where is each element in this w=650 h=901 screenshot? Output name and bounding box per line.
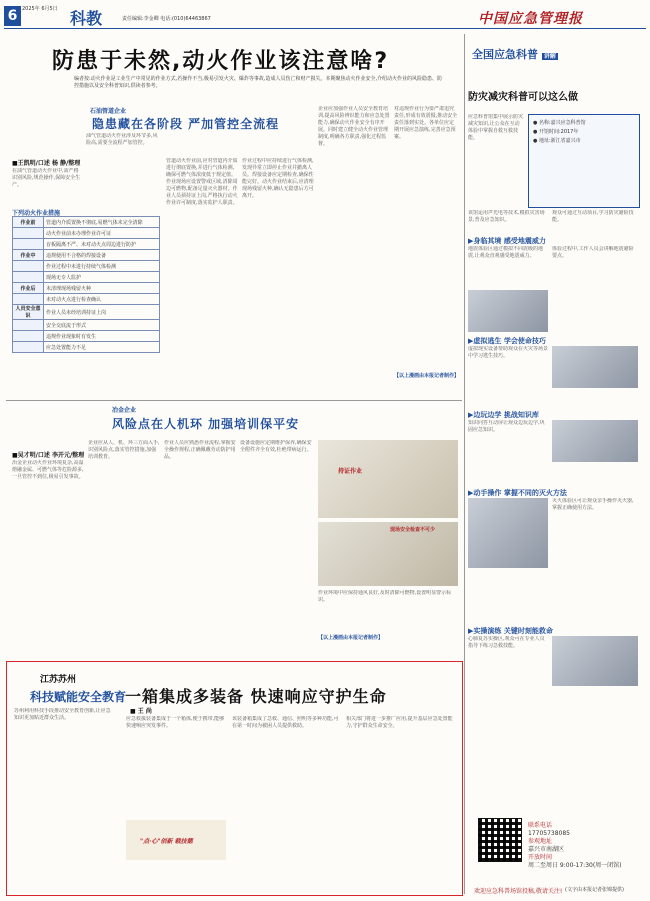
story1-caption: 【以上漫画由本报记者制作】	[394, 373, 460, 379]
bottom-title: 科技赋能安全教育	[30, 690, 127, 704]
lead-headline: 防患于未然,动火作业该注意啥?	[52, 49, 390, 74]
photo-extinguisher	[468, 498, 548, 568]
page-number: 6	[4, 6, 21, 26]
photo-vr	[552, 346, 638, 388]
section-name: 科教	[70, 9, 103, 28]
table-cell-category	[13, 294, 44, 305]
table-cell-category	[13, 239, 44, 250]
story1-text-col0: 在油气管道动火作业中,需严格识别风险,规范操作,保障安全生产。	[12, 168, 81, 188]
sidebar-text-a: 该馆运用声光电等技术,模拟灾害场景,普及应急知识。	[468, 210, 545, 223]
table-row	[13, 217, 160, 228]
sidebar-section-3: ▶边玩边学 挑战知识库	[468, 411, 539, 419]
masthead-logo: 中国应急管理报	[478, 11, 583, 27]
photo-quiz	[552, 420, 638, 462]
story2-text-col1: 冶金企业动火作业环境复杂,高温熔融金属、可燃气体等危险源多,一旦管控不到位,极易引发事故。	[12, 460, 84, 480]
table-cell-category	[13, 261, 44, 272]
table-row	[13, 239, 160, 250]
infobox-item: ● 开馆时间:2017年	[533, 129, 579, 135]
table-cell-text: 安全交底流于形式	[44, 320, 160, 331]
bottom-slogan: "点·心"创新 载技德	[140, 838, 193, 845]
table-cell-text: 违规作业现象时有发生	[44, 331, 160, 342]
table-row	[13, 228, 160, 239]
bottom-headline: 一箱集成多装备 快速响应守护生命	[125, 687, 387, 706]
table-cell-text: 违规使用不合格的焊接设备	[44, 250, 160, 261]
sidebar-section-2: ▶虚拟逃生 学会使命技巧	[468, 337, 546, 345]
sidebar-sec4-text: 灭火体验区可让观众亲手操作灭火器,掌握正确使用方法。	[552, 498, 634, 511]
sidebar-sec3-text: 知识问答互动屏让观众边玩边学,巩固应急知识。	[468, 420, 545, 433]
sidebar-section-5: ▶实操演练 关键时刻能救命	[468, 627, 553, 635]
contact-line: 联系电话	[528, 822, 553, 829]
table-cell-text: 作业过程中未进行持续气体检测	[44, 261, 160, 272]
divider-1	[6, 400, 462, 401]
story1-title: 隐患藏在各阶段 严加管控全流程	[92, 117, 280, 131]
story1-text-col1a: 油气管道动火作业涉及环节多,风险高,需要全流程严加管控。	[86, 133, 158, 146]
story2-text-col3: 作业人员应熟悉作业流程,掌握安全操作规程,正确佩戴劳动防护用品。	[164, 440, 236, 460]
story2-kicker: 冶金企业	[112, 407, 137, 414]
bottom-text-col1: 苏州利用科技手段推动安全教育创新,让应急知识更加贴近群众生活。	[14, 708, 111, 721]
measures-table	[12, 216, 160, 353]
table-cell-text: 应急处置能力不足	[44, 342, 160, 353]
sidebar-brand: 全国应急科普 讲解	[472, 48, 556, 61]
table-row	[13, 342, 160, 353]
sidebar-sec2-text: 虚拟现实设备帮助观众在火灾等场景中学习逃生技巧。	[468, 346, 548, 359]
sidebar-text-b: 观众可通过互动项目,学习防灾避险技能。	[552, 210, 634, 223]
table-cell-category	[13, 342, 44, 353]
photo-earthquake	[468, 290, 548, 332]
story2-text-col5: 作业环境中应保持通风良好,及时清除可燃物,设置明显警示标识。	[318, 590, 452, 603]
measures-table-title: 下列动火作业措施	[12, 210, 61, 217]
story1-kicker: 石油管道企业	[90, 108, 127, 115]
sidebar-footer-credit: (文字由本报记者张锦提供)	[565, 887, 624, 893]
sidebar-sec1-text: 地震体验区通过模拟不同震级的地震,让观众直观感受地震威力。	[468, 246, 544, 259]
sidebar-section-4: ▶动手操作 掌握不同的灭火方法	[468, 489, 567, 497]
sidebar-sec5-text: 心肺复苏实操区,观众可在专业人员指导下练习急救技能。	[468, 636, 545, 649]
table-row	[13, 272, 160, 283]
contact-line: 嘉兴市南湖区	[528, 846, 565, 853]
issue-date: 2025年 6月5日	[22, 6, 58, 12]
table-cell-category	[13, 331, 44, 342]
story2-title: 风险点在人机环 加强培训保平安	[112, 417, 300, 431]
story1-text-col5: 对违规作业行为要严肃追究责任,形成有效震慑,推动安全责任落到实处。各单位应定期开展应急演练,完善应急预案。	[394, 106, 458, 140]
table-cell-text: 盲板隔离不严、未对动火点周边进行防护	[44, 239, 160, 250]
comic-caption-2: 现场安全检查不可少	[390, 527, 436, 533]
infobox-item: ● 地址:浙江省嘉兴市	[533, 138, 581, 144]
table-cell-text: 未清理现场残留火种	[44, 283, 160, 294]
qr-code	[478, 818, 522, 862]
editors-line: 责任编辑:李金卿 电话:(010)64463867	[122, 16, 211, 22]
comic-illustration-1	[318, 440, 458, 518]
lead-intro: 编者按:动火作业是工业生产中常见的作业方式,若操作不当,极易引发火灾、爆炸等事故,造成人员伤亡和财产损失。本期聚焦动火作业安全,介绍动火作业的风险隐患、防控措施以及安全科普知识,供读者参考。	[74, 76, 443, 89]
photo-cpr	[552, 636, 638, 686]
bottom-region: 江苏苏州	[40, 675, 77, 685]
story2-text-col2: 企业应从人、机、环三方面入手,识别风险点,落实管控措施,加强培训教育。	[88, 440, 160, 460]
contact-line: 开放时间	[528, 854, 553, 861]
table-row	[13, 320, 160, 331]
sidebar-divider	[464, 34, 465, 894]
sidebar-section-1: ▶身临其境 感受地震威力	[468, 237, 546, 245]
sidebar-sec1-text-b: 体验过程中,工作人员会讲解地震避险要点。	[552, 246, 634, 259]
story1-text-col4: 企业应加强作业人员安全教育培训,提高风险辨识能力和应急处置能力,确保动火作业安全有序开展。同时建立健全动火作业管理制度,明确各方职责,强化过程监督。	[318, 106, 390, 147]
table-cell-category: 人员安全意识	[13, 305, 44, 320]
sidebar-brand-sub: 讲解	[543, 53, 556, 60]
table-cell-text: 管道内介质置换不彻底,易燃气体未完全清除	[44, 217, 160, 228]
story1-text-col2: 管道动火作业前,应对管道内介质进行彻底置换,并进行气体检测,确保可燃气体浓度低于规定值。作业现场应设置警戒区域,清除周边可燃物,配备足量灭火器材。作业人员须持证上岗,严格执行动火作业许可制度,落实监护人职责。	[166, 158, 238, 206]
contact-line: 参观地址	[528, 838, 553, 845]
sidebar-footer-note: 欢迎应急科普场馆投稿,敬请关注!	[474, 888, 563, 895]
contact-line: 17705738085	[528, 830, 570, 837]
table-cell-category: 作业前	[13, 217, 44, 228]
table-row	[13, 261, 160, 272]
bottom-text-col4: 相关部门将进一步推广应用,提升基层应急处置能力,守护群众生命安全。	[346, 716, 453, 729]
venue-infobox	[528, 114, 640, 208]
bottom-text-col2: 应急救援装备集成于一个箱体,便于携带,能够快速响应突发事件。	[126, 716, 225, 729]
table-row	[13, 283, 160, 294]
table-cell-category: 作业后	[13, 283, 44, 294]
story1-byline: ■王凯明/口述 杨 静/整理	[12, 160, 81, 167]
sidebar-feature-title: 防灾减灾科普可以这么做	[468, 92, 578, 103]
table-cell-category	[13, 228, 44, 239]
comic-illustration-2	[318, 522, 458, 586]
table-cell-text: 未对动火点进行检查确认	[44, 294, 160, 305]
table-cell-text: 现场无专人监护	[44, 272, 160, 283]
table-cell-category	[13, 320, 44, 331]
table-row	[13, 250, 160, 261]
story1-text-col3: 作业过程中应持续进行气体检测,发现异常立即停止作业并撤离人员。焊接设备应定期检查,确保性能完好。动火作业结束后,应清理现场残留火种,确认无隐患后方可离开。	[242, 158, 314, 199]
table-cell-text: 动火作业前未办理作业许可证	[44, 228, 160, 239]
infobox-item: ● 名称:嘉兴应急科普馆	[533, 120, 586, 126]
story2-caption: 【以上漫画由本报记者制作】	[318, 635, 384, 641]
sidebar-intro-text: 应急科普馆集中展示防灾减灾知识,让公众在互动体验中掌握自救互救技能。	[468, 114, 524, 141]
story2-text-col4: 设备设施应定期维护保养,确保安全附件齐全有效,杜绝带病运行。	[240, 440, 312, 453]
bottom-byline: ■ 王 尚	[130, 708, 152, 715]
table-row	[13, 294, 160, 305]
table-row	[13, 331, 160, 342]
header-rule	[4, 28, 646, 29]
bottom-text-col3: 该装备箱集成了急救、通信、照明等多种功能,可在第一时间为被困人员提供救助。	[232, 716, 339, 729]
comic-caption-1: 持证作业	[338, 468, 363, 475]
story2-byline: ■吴才明/口述 李开元/整理	[12, 452, 85, 459]
venue-contact	[528, 822, 638, 870]
table-row	[13, 305, 160, 320]
table-cell-category	[13, 272, 44, 283]
contact-line: 周二至周日 9:00-17:30(周一闭馆)	[528, 862, 622, 869]
table-cell-category: 作业中	[13, 250, 44, 261]
table-cell-text: 作业人员未经培训持证上岗	[44, 305, 160, 320]
